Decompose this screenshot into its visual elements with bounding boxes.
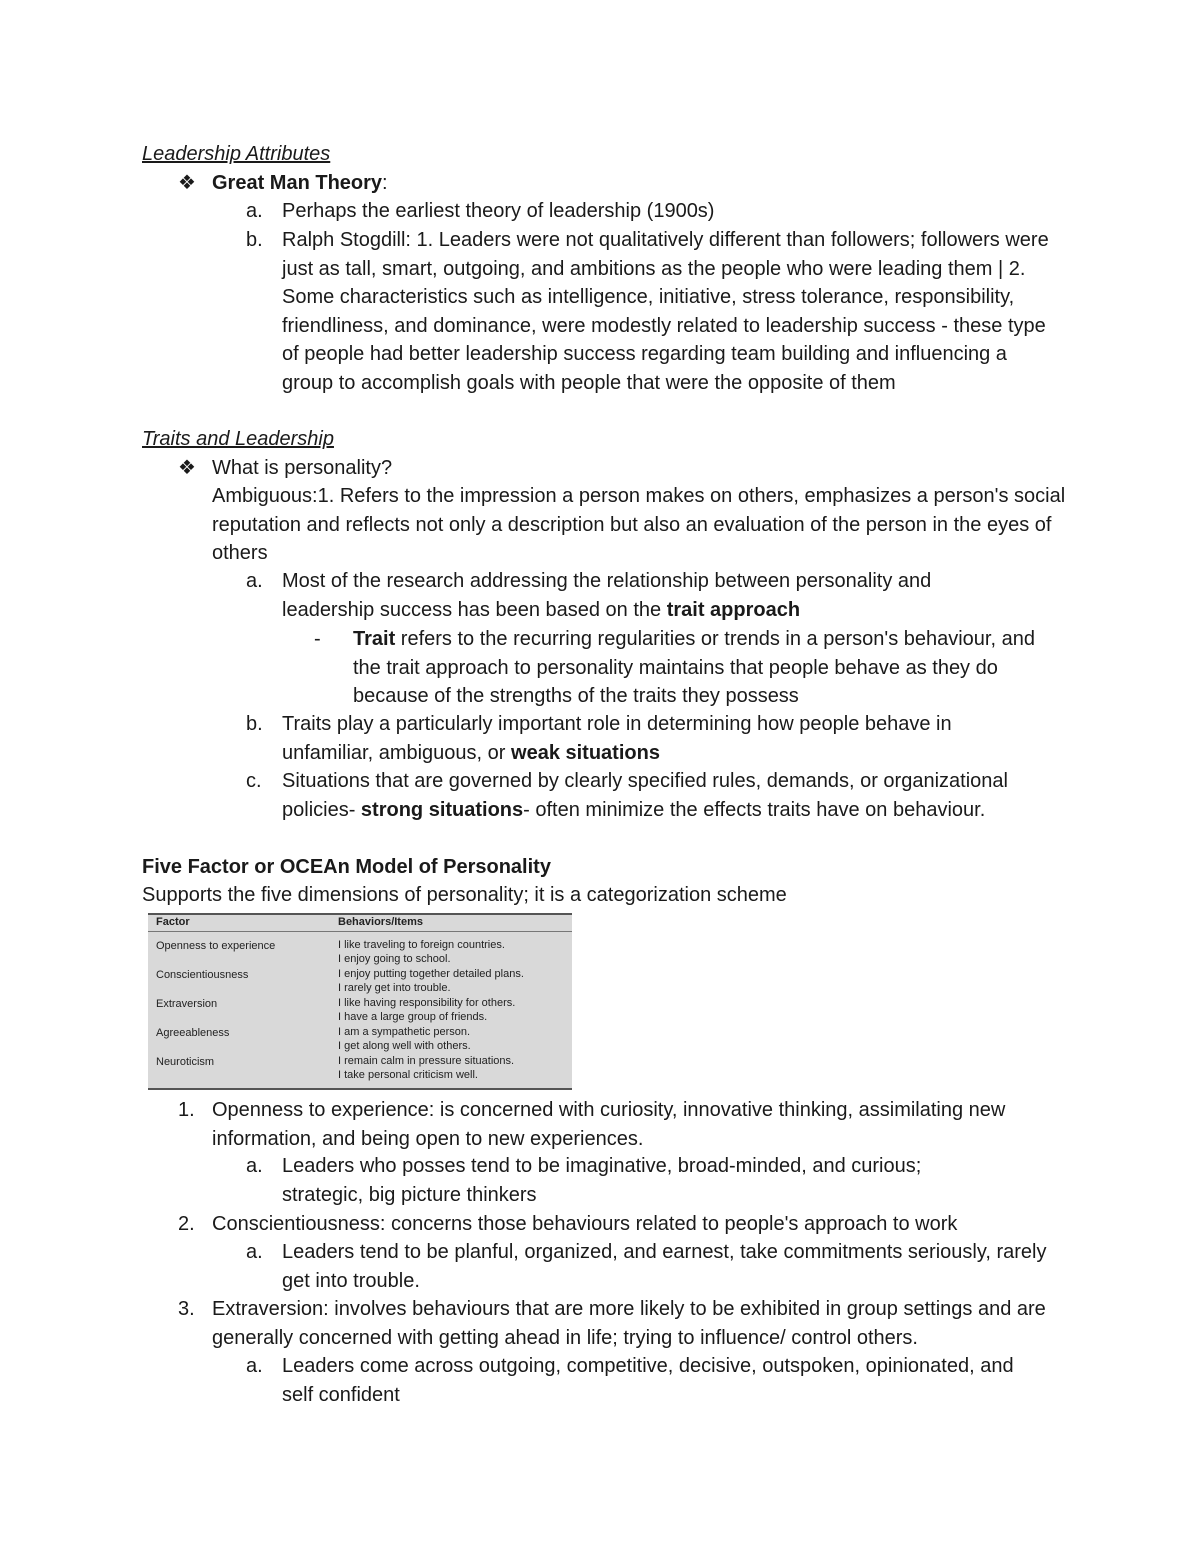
numbered-item-openness: 1. Openness to experience: is concerned with curiosity, innovative thinking, assimilating new information, and being open to new experiences. <box>178 1099 1006 1150</box>
list-item: b. Ralph Stogdill: 1. Leaders were not qualitatively different than followers; followers were just as tall, smart, outgoing, and ambitions as the people who were leading them | 2. Some characteristics such as intelligence, initiative, stress tolerance, responsibility, friendliness, and dominance, were modestly related to leadership success - these type of people had better leadership success regarding team building and influencing a group to accomplish goals with people that were the opposite of them <box>246 229 1049 394</box>
list-item: a. Leaders who posses tend to be imaginative, broad-minded, and curious; strategic, big picture thinkers <box>246 1155 922 1206</box>
table-row: Agreeableness I am a sympathetic person. I get along well with others. <box>156 1026 471 1052</box>
list-item: a. Perhaps the earliest theory of leadership (1900s) <box>246 200 715 222</box>
numbered-item-extraversion: 3. Extraversion: involves behaviours that are more likely to be exhibited in group settings and are generally concerned with getting ahead in life; trying to influence/ control others. <box>178 1298 1046 1349</box>
section-heading-traits-and-leadership: Traits and Leadership <box>142 428 334 450</box>
diamond-bullet-icon: ❖ <box>178 172 196 194</box>
factor-table-header: Factor Behaviors/Items <box>148 915 572 932</box>
factor-table-image <box>148 913 572 1090</box>
bullet-great-man-theory: ❖ Great Man Theory: <box>178 169 1072 198</box>
bullet-what-is-personality: ❖ What is personality? <box>178 454 1072 483</box>
ambiguous-paragraph: Ambiguous:1. Refers to the impression a person makes on others, emphasizes a person's social reputation and reflects not only a description but also an evaluation of the person in the eyes of others <box>212 485 1066 564</box>
table-row: Neuroticism I remain calm in pressure situations. I take personal criticism well. <box>156 1055 515 1081</box>
list-item: a. Most of the research addressing the relationship between personality and leadership success has been based on the trait approach <box>246 570 932 621</box>
five-factor-intro: Supports the five dimensions of personality; it is a categorization scheme <box>142 884 787 906</box>
list-item: a. Leaders come across outgoing, competitive, decisive, outspoken, opinionated, and self confident <box>246 1355 1014 1406</box>
numbered-item-conscientiousness: 2. Conscientiousness: concerns those behaviours related to people's approach to work <box>178 1213 958 1235</box>
list-item: a. Leaders tend to be planful, organized, and earnest, take commitments seriously, rarely get into trouble. <box>246 1241 1047 1292</box>
dash-list-item: - Trait refers to the recurring regularities or trends in a person's behaviour, and the trait approach to personality maintains that people behave as they do because of the strengths of the traits they possess <box>314 628 1035 707</box>
diamond-bullet-icon: ❖ <box>178 457 196 479</box>
table-row: Openness to experience I like traveling to foreign countries. I enjoy going to school. <box>156 939 505 965</box>
section-heading-leadership-attributes: Leadership Attributes <box>142 143 331 165</box>
list-item: c. Situations that are governed by clearly specified rules, demands, or organizational policies- strong situations- often minimize the effects traits have on behaviour. <box>246 770 1008 821</box>
table-row: Conscientiousness I enjoy putting together detailed plans. I rarely get into trouble. <box>156 968 524 994</box>
section-heading-five-factor-model: Five Factor or OCEAn Model of Personality <box>142 856 551 878</box>
list-item: b. Traits play a particularly important role in determining how people behave in unfamiliar, ambiguous, or weak situations <box>246 713 952 764</box>
great-man-theory-label: Great Man Theory <box>212 172 383 194</box>
table-row: Extraversion I like having responsibility for others. I have a large group of friends. <box>156 997 516 1023</box>
